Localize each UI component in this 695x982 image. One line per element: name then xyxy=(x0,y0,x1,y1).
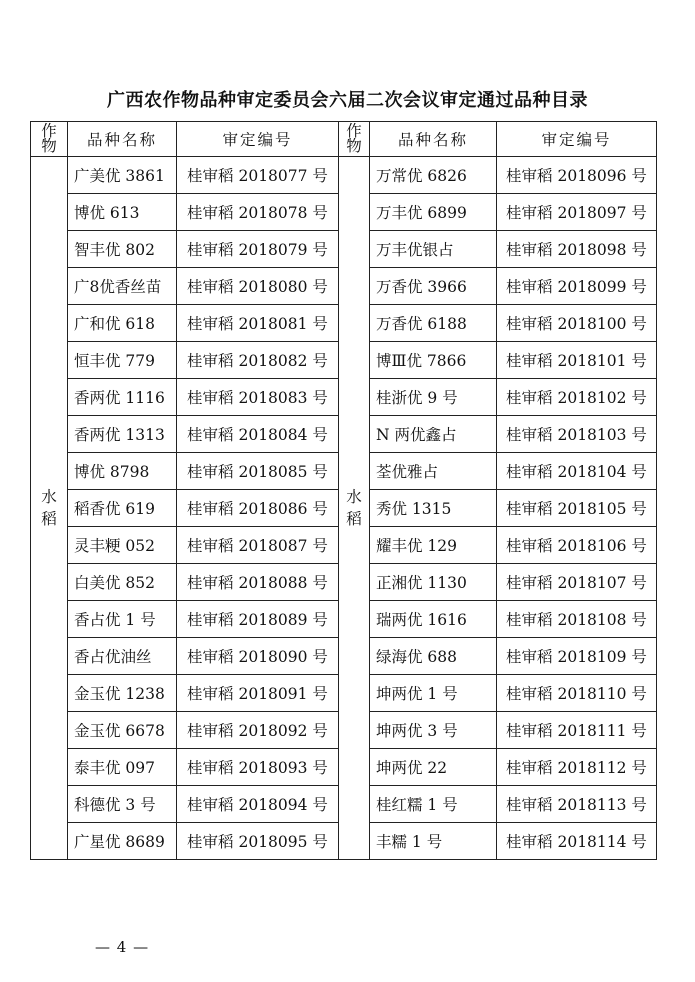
variety-name-left: 泰丰优 097 xyxy=(68,749,177,786)
header-crop-left: 作 物 xyxy=(31,122,68,157)
header-code-left: 审定编号 xyxy=(177,122,339,157)
crop-cell-right: 水 稻 xyxy=(339,157,370,860)
approval-code-right: 桂审稻 2018096 号 xyxy=(497,157,657,194)
approval-code-right: 桂审稻 2018113 号 xyxy=(497,786,657,823)
variety-name-right: 坤两优 1 号 xyxy=(370,675,497,712)
variety-name-right: 瑞两优 1616 xyxy=(370,601,497,638)
variety-name-right: 坤两优 3 号 xyxy=(370,712,497,749)
variety-name-right: 桂浙优 9 号 xyxy=(370,379,497,416)
variety-name-right: 桂红糯 1 号 xyxy=(370,786,497,823)
crop-cell-left: 水 稻 xyxy=(31,157,68,860)
approval-code-right: 桂审稻 2018108 号 xyxy=(497,601,657,638)
variety-name-left: 灵丰粳 052 xyxy=(68,527,177,564)
variety-name-left: 白美优 852 xyxy=(68,564,177,601)
variety-name-right: 丰糯 1 号 xyxy=(370,823,497,860)
header-code-right: 审定编号 xyxy=(497,122,657,157)
approval-code-left: 桂审稻 2018086 号 xyxy=(177,490,339,527)
variety-name-left: 广8优香丝苗 xyxy=(68,268,177,305)
approval-code-left: 桂审稻 2018080 号 xyxy=(177,268,339,305)
approval-code-right: 桂审稻 2018101 号 xyxy=(497,342,657,379)
variety-name-right: 绿海优 688 xyxy=(370,638,497,675)
variety-name-right: 万丰优 6899 xyxy=(370,194,497,231)
variety-name-right: 坤两优 22 xyxy=(370,749,497,786)
variety-name-right: 万香优 6188 xyxy=(370,305,497,342)
variety-name-right: 耀丰优 129 xyxy=(370,527,497,564)
variety-name-right: 博Ⅲ优 7866 xyxy=(370,342,497,379)
variety-name-right: 荃优雅占 xyxy=(370,453,497,490)
table-header-row xyxy=(31,122,657,157)
variety-name-right: 万常优 6826 xyxy=(370,157,497,194)
approval-code-left: 桂审稻 2018079 号 xyxy=(177,231,339,268)
variety-name-left: 金玉优 6678 xyxy=(68,712,177,749)
approval-code-left: 桂审稻 2018077 号 xyxy=(177,157,339,194)
approval-code-right: 桂审稻 2018105 号 xyxy=(497,490,657,527)
header-name-left: 品种名称 xyxy=(68,122,177,157)
variety-name-right: 万香优 3966 xyxy=(370,268,497,305)
approval-code-left: 桂审稻 2018095 号 xyxy=(177,823,339,860)
approval-code-left: 桂审稻 2018078 号 xyxy=(177,194,339,231)
variety-name-left: 广和优 618 xyxy=(68,305,177,342)
variety-name-left: 广美优 3861 xyxy=(68,157,177,194)
approval-code-left: 桂审稻 2018094 号 xyxy=(177,786,339,823)
approval-code-right: 桂审稻 2018097 号 xyxy=(497,194,657,231)
variety-name-left: 智丰优 802 xyxy=(68,231,177,268)
variety-name-left: 香两优 1116 xyxy=(68,379,177,416)
approval-code-right: 桂审稻 2018103 号 xyxy=(497,416,657,453)
approval-code-right: 桂审稻 2018102 号 xyxy=(497,379,657,416)
approval-code-right: 桂审稻 2018098 号 xyxy=(497,231,657,268)
approval-code-left: 桂审稻 2018085 号 xyxy=(177,453,339,490)
page-number: — 4 — xyxy=(95,938,150,956)
approval-code-left: 桂审稻 2018083 号 xyxy=(177,379,339,416)
approval-code-right: 桂审稻 2018107 号 xyxy=(497,564,657,601)
approval-code-right: 桂审稻 2018111 号 xyxy=(497,712,657,749)
approval-code-right: 桂审稻 2018109 号 xyxy=(497,638,657,675)
variety-name-right: 秀优 1315 xyxy=(370,490,497,527)
approval-code-left: 桂审稻 2018090 号 xyxy=(177,638,339,675)
variety-name-right: 正湘优 1130 xyxy=(370,564,497,601)
variety-name-left: 博优 613 xyxy=(68,194,177,231)
header-crop-right: 作 物 xyxy=(339,122,370,157)
approval-code-left: 桂审稻 2018087 号 xyxy=(177,527,339,564)
variety-name-left: 稻香优 619 xyxy=(68,490,177,527)
variety-name-left: 金玉优 1238 xyxy=(68,675,177,712)
approval-code-right: 桂审稻 2018100 号 xyxy=(497,305,657,342)
variety-table xyxy=(30,121,657,860)
approval-code-right: 桂审稻 2018114 号 xyxy=(497,823,657,860)
variety-name-left: 科德优 3 号 xyxy=(68,786,177,823)
variety-name-left: 恒丰优 779 xyxy=(68,342,177,379)
document-title: 广西农作物品种审定委员会六届二次会议审定通过品种目录 xyxy=(107,90,588,111)
variety-name-left: 香占优 1 号 xyxy=(68,601,177,638)
variety-name-right: N 两优鑫占 xyxy=(370,416,497,453)
approval-code-left: 桂审稻 2018082 号 xyxy=(177,342,339,379)
approval-code-right: 桂审稻 2018106 号 xyxy=(497,527,657,564)
approval-code-right: 桂审稻 2018112 号 xyxy=(497,749,657,786)
approval-code-left: 桂审稻 2018089 号 xyxy=(177,601,339,638)
approval-code-left: 桂审稻 2018084 号 xyxy=(177,416,339,453)
approval-code-left: 桂审稻 2018091 号 xyxy=(177,675,339,712)
header-name-right: 品种名称 xyxy=(370,122,497,157)
approval-code-right: 桂审稻 2018110 号 xyxy=(497,675,657,712)
variety-name-left: 香占优油丝 xyxy=(68,638,177,675)
table-row xyxy=(31,157,657,194)
approval-code-left: 桂审稻 2018088 号 xyxy=(177,564,339,601)
approval-code-right: 桂审稻 2018104 号 xyxy=(497,453,657,490)
approval-code-left: 桂审稻 2018092 号 xyxy=(177,712,339,749)
approval-code-left: 桂审稻 2018081 号 xyxy=(177,305,339,342)
variety-name-left: 香两优 1313 xyxy=(68,416,177,453)
approval-code-left: 桂审稻 2018093 号 xyxy=(177,749,339,786)
variety-name-left: 广星优 8689 xyxy=(68,823,177,860)
variety-name-left: 博优 8798 xyxy=(68,453,177,490)
approval-code-right: 桂审稻 2018099 号 xyxy=(497,268,657,305)
variety-name-right: 万丰优银占 xyxy=(370,231,497,268)
